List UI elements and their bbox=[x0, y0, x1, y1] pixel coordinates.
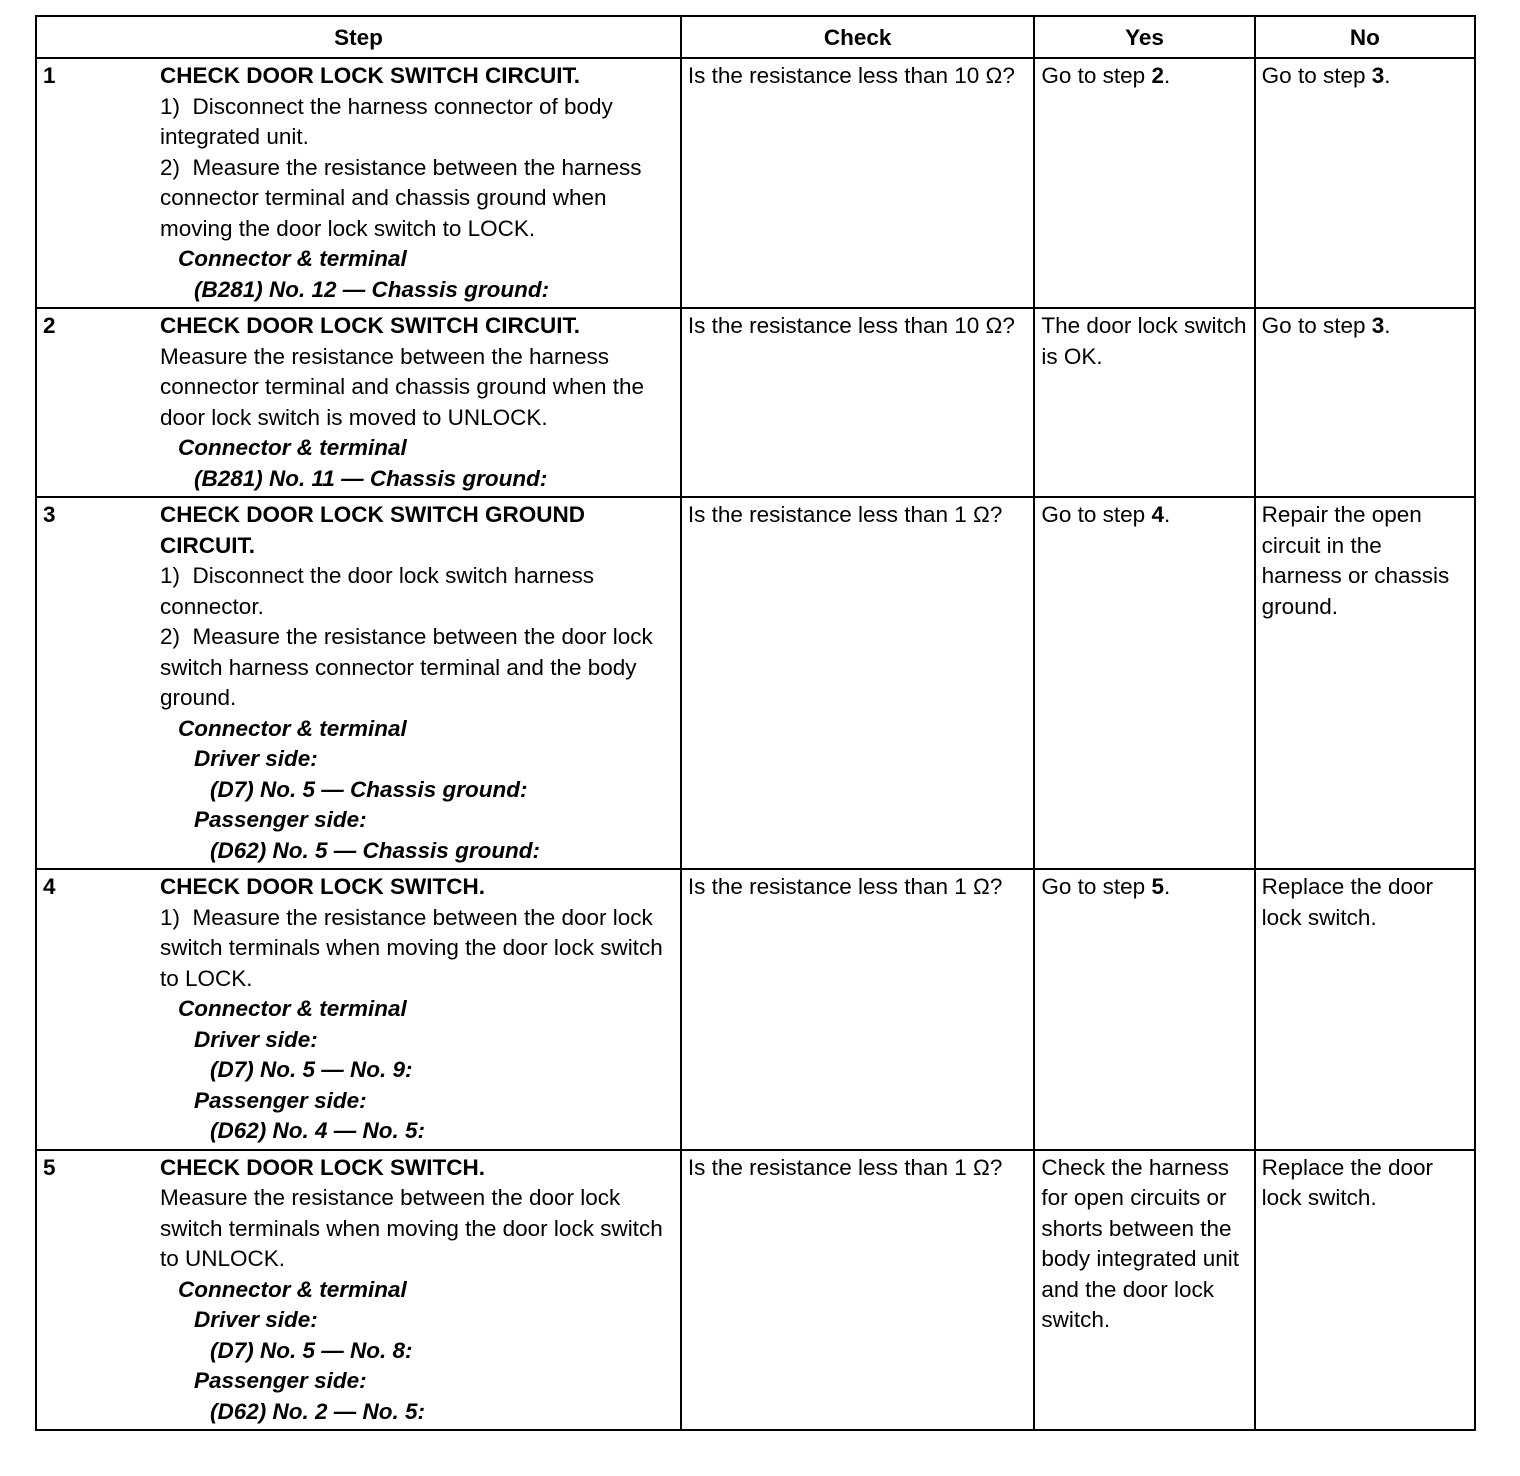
yes-text: . bbox=[1163, 874, 1171, 899]
no-cell: Replace the door lock switch. bbox=[1255, 869, 1475, 1150]
check-cell: Is the resistance less than 10 Ω? bbox=[681, 308, 1034, 497]
table-row bbox=[36, 1150, 1475, 1431]
no-cell: Replace the door lock switch. bbox=[1255, 1150, 1475, 1431]
step-cell bbox=[36, 1150, 681, 1431]
step-number: 1 bbox=[43, 63, 56, 88]
yes-step-ref: 4 bbox=[1151, 502, 1164, 527]
no-step-ref: 3 bbox=[1371, 63, 1385, 88]
connector-terminal-label: Connector & terminal bbox=[178, 435, 407, 460]
check-cell: Is the resistance less than 1 Ω? bbox=[681, 497, 1034, 869]
driver-side-label: Driver side: bbox=[194, 1026, 318, 1052]
header-step: Step bbox=[36, 16, 681, 58]
check-cell: Is the resistance less than 1 Ω? bbox=[681, 1150, 1034, 1431]
yes-text: Go to step bbox=[1041, 63, 1152, 88]
table-row bbox=[36, 869, 1475, 1150]
terminal-spec: (D62) No. 2 — No. 5: bbox=[210, 1398, 426, 1424]
check-cell: Is the resistance less than 10 Ω? bbox=[681, 58, 1034, 308]
no-text: Go to step bbox=[1261, 63, 1372, 88]
yes-text: Go to step bbox=[1041, 502, 1152, 527]
header-yes: Yes bbox=[1034, 16, 1254, 58]
no-cell bbox=[1255, 58, 1475, 308]
no-cell bbox=[1255, 308, 1475, 497]
passenger-side-label: Passenger side: bbox=[194, 1368, 367, 1393]
connector-terminal-label: Connector & terminal bbox=[178, 246, 407, 271]
yes-text: . bbox=[1163, 502, 1171, 527]
header-check: Check bbox=[681, 16, 1034, 58]
diagnostic-table bbox=[35, 15, 1476, 1431]
step-title: CHECK DOOR LOCK SWITCH. bbox=[160, 1154, 485, 1180]
header-no: No bbox=[1255, 16, 1475, 58]
driver-side-label: Driver side: bbox=[194, 1307, 318, 1332]
step-instruction: Measure the resistance between the harness connector terminal and chassis ground when the door lock switch is moved to UNLOCK. bbox=[160, 343, 645, 430]
header-row bbox=[36, 16, 1475, 58]
connector-terminal-label: Connector & terminal bbox=[178, 1276, 407, 1302]
driver-side-label: Driver side: bbox=[194, 746, 318, 771]
yes-cell: Check the harness for open circuits or shorts between the body integrated unit and the door lock switch. bbox=[1034, 1150, 1254, 1431]
yes-text: Go to step bbox=[1041, 874, 1152, 899]
step-cell bbox=[36, 497, 681, 869]
step-number: 4 bbox=[43, 874, 56, 899]
terminal-spec: (B281) No. 11 — Chassis ground: bbox=[194, 465, 548, 491]
yes-cell bbox=[1034, 497, 1254, 869]
passenger-side-label: Passenger side: bbox=[194, 1087, 367, 1113]
step-instruction: 2) Measure the resistance between the door lock switch harness connector terminal and the body ground. bbox=[160, 624, 653, 710]
step-title: CHECK DOOR LOCK SWITCH CIRCUIT. bbox=[160, 63, 580, 88]
table-row bbox=[36, 308, 1475, 497]
step-instruction: 1) Disconnect the door lock switch harness connector. bbox=[160, 563, 594, 619]
step-title: CHECK DOOR LOCK SWITCH. bbox=[160, 874, 485, 899]
no-text: . bbox=[1384, 313, 1391, 338]
yes-step-ref: 2 bbox=[1151, 63, 1164, 88]
step-instruction: 1) Measure the resistance between the door lock switch terminals when moving the door lock switch to LOCK. bbox=[160, 904, 663, 991]
no-text: . bbox=[1384, 63, 1391, 88]
terminal-spec: (D7) No. 5 — No. 9: bbox=[210, 1057, 413, 1082]
terminal-spec: (D62) No. 5 — Chassis ground: bbox=[210, 837, 541, 863]
step-title: CHECK DOOR LOCK SWITCH CIRCUIT. bbox=[160, 313, 580, 338]
check-cell: Is the resistance less than 1 Ω? bbox=[681, 869, 1034, 1150]
step-instruction: 2) Measure the resistance between the harness connector terminal and chassis ground when moving the door lock switch to LOCK. bbox=[160, 154, 642, 241]
step-number: 5 bbox=[43, 1154, 56, 1180]
yes-cell bbox=[1034, 869, 1254, 1150]
step-cell bbox=[36, 58, 681, 308]
connector-terminal-label: Connector & terminal bbox=[178, 996, 407, 1021]
step-number: 3 bbox=[43, 502, 56, 527]
table-row bbox=[36, 497, 1475, 869]
step-cell bbox=[36, 308, 681, 497]
yes-step-ref: 5 bbox=[1151, 874, 1164, 899]
yes-text: . bbox=[1163, 63, 1171, 88]
terminal-spec: (D7) No. 5 — Chassis ground: bbox=[210, 776, 528, 802]
step-instruction: 1) Disconnect the harness connector of body integrated unit. bbox=[160, 93, 613, 149]
connector-terminal-label: Connector & terminal bbox=[178, 715, 407, 741]
passenger-side-label: Passenger side: bbox=[194, 807, 367, 832]
step-instruction: Measure the resistance between the door lock switch terminals when moving the door lock switch to UNLOCK. bbox=[160, 1185, 663, 1271]
yes-cell bbox=[1034, 58, 1254, 308]
yes-cell: The door lock switch is OK. bbox=[1034, 308, 1254, 497]
no-text: Go to step bbox=[1261, 313, 1372, 338]
step-cell bbox=[36, 869, 681, 1150]
step-title: CHECK DOOR LOCK SWITCH GROUND CIRCUIT. bbox=[160, 502, 585, 558]
table-row bbox=[36, 58, 1475, 308]
terminal-spec: (B281) No. 12 — Chassis ground: bbox=[194, 276, 550, 302]
no-cell: Repair the open circuit in the harness or chassis ground. bbox=[1255, 497, 1475, 869]
terminal-spec: (D7) No. 5 — No. 8: bbox=[210, 1337, 413, 1363]
no-step-ref: 3 bbox=[1371, 313, 1385, 338]
step-number: 2 bbox=[43, 313, 56, 338]
terminal-spec: (D62) No. 4 — No. 5: bbox=[210, 1118, 426, 1143]
